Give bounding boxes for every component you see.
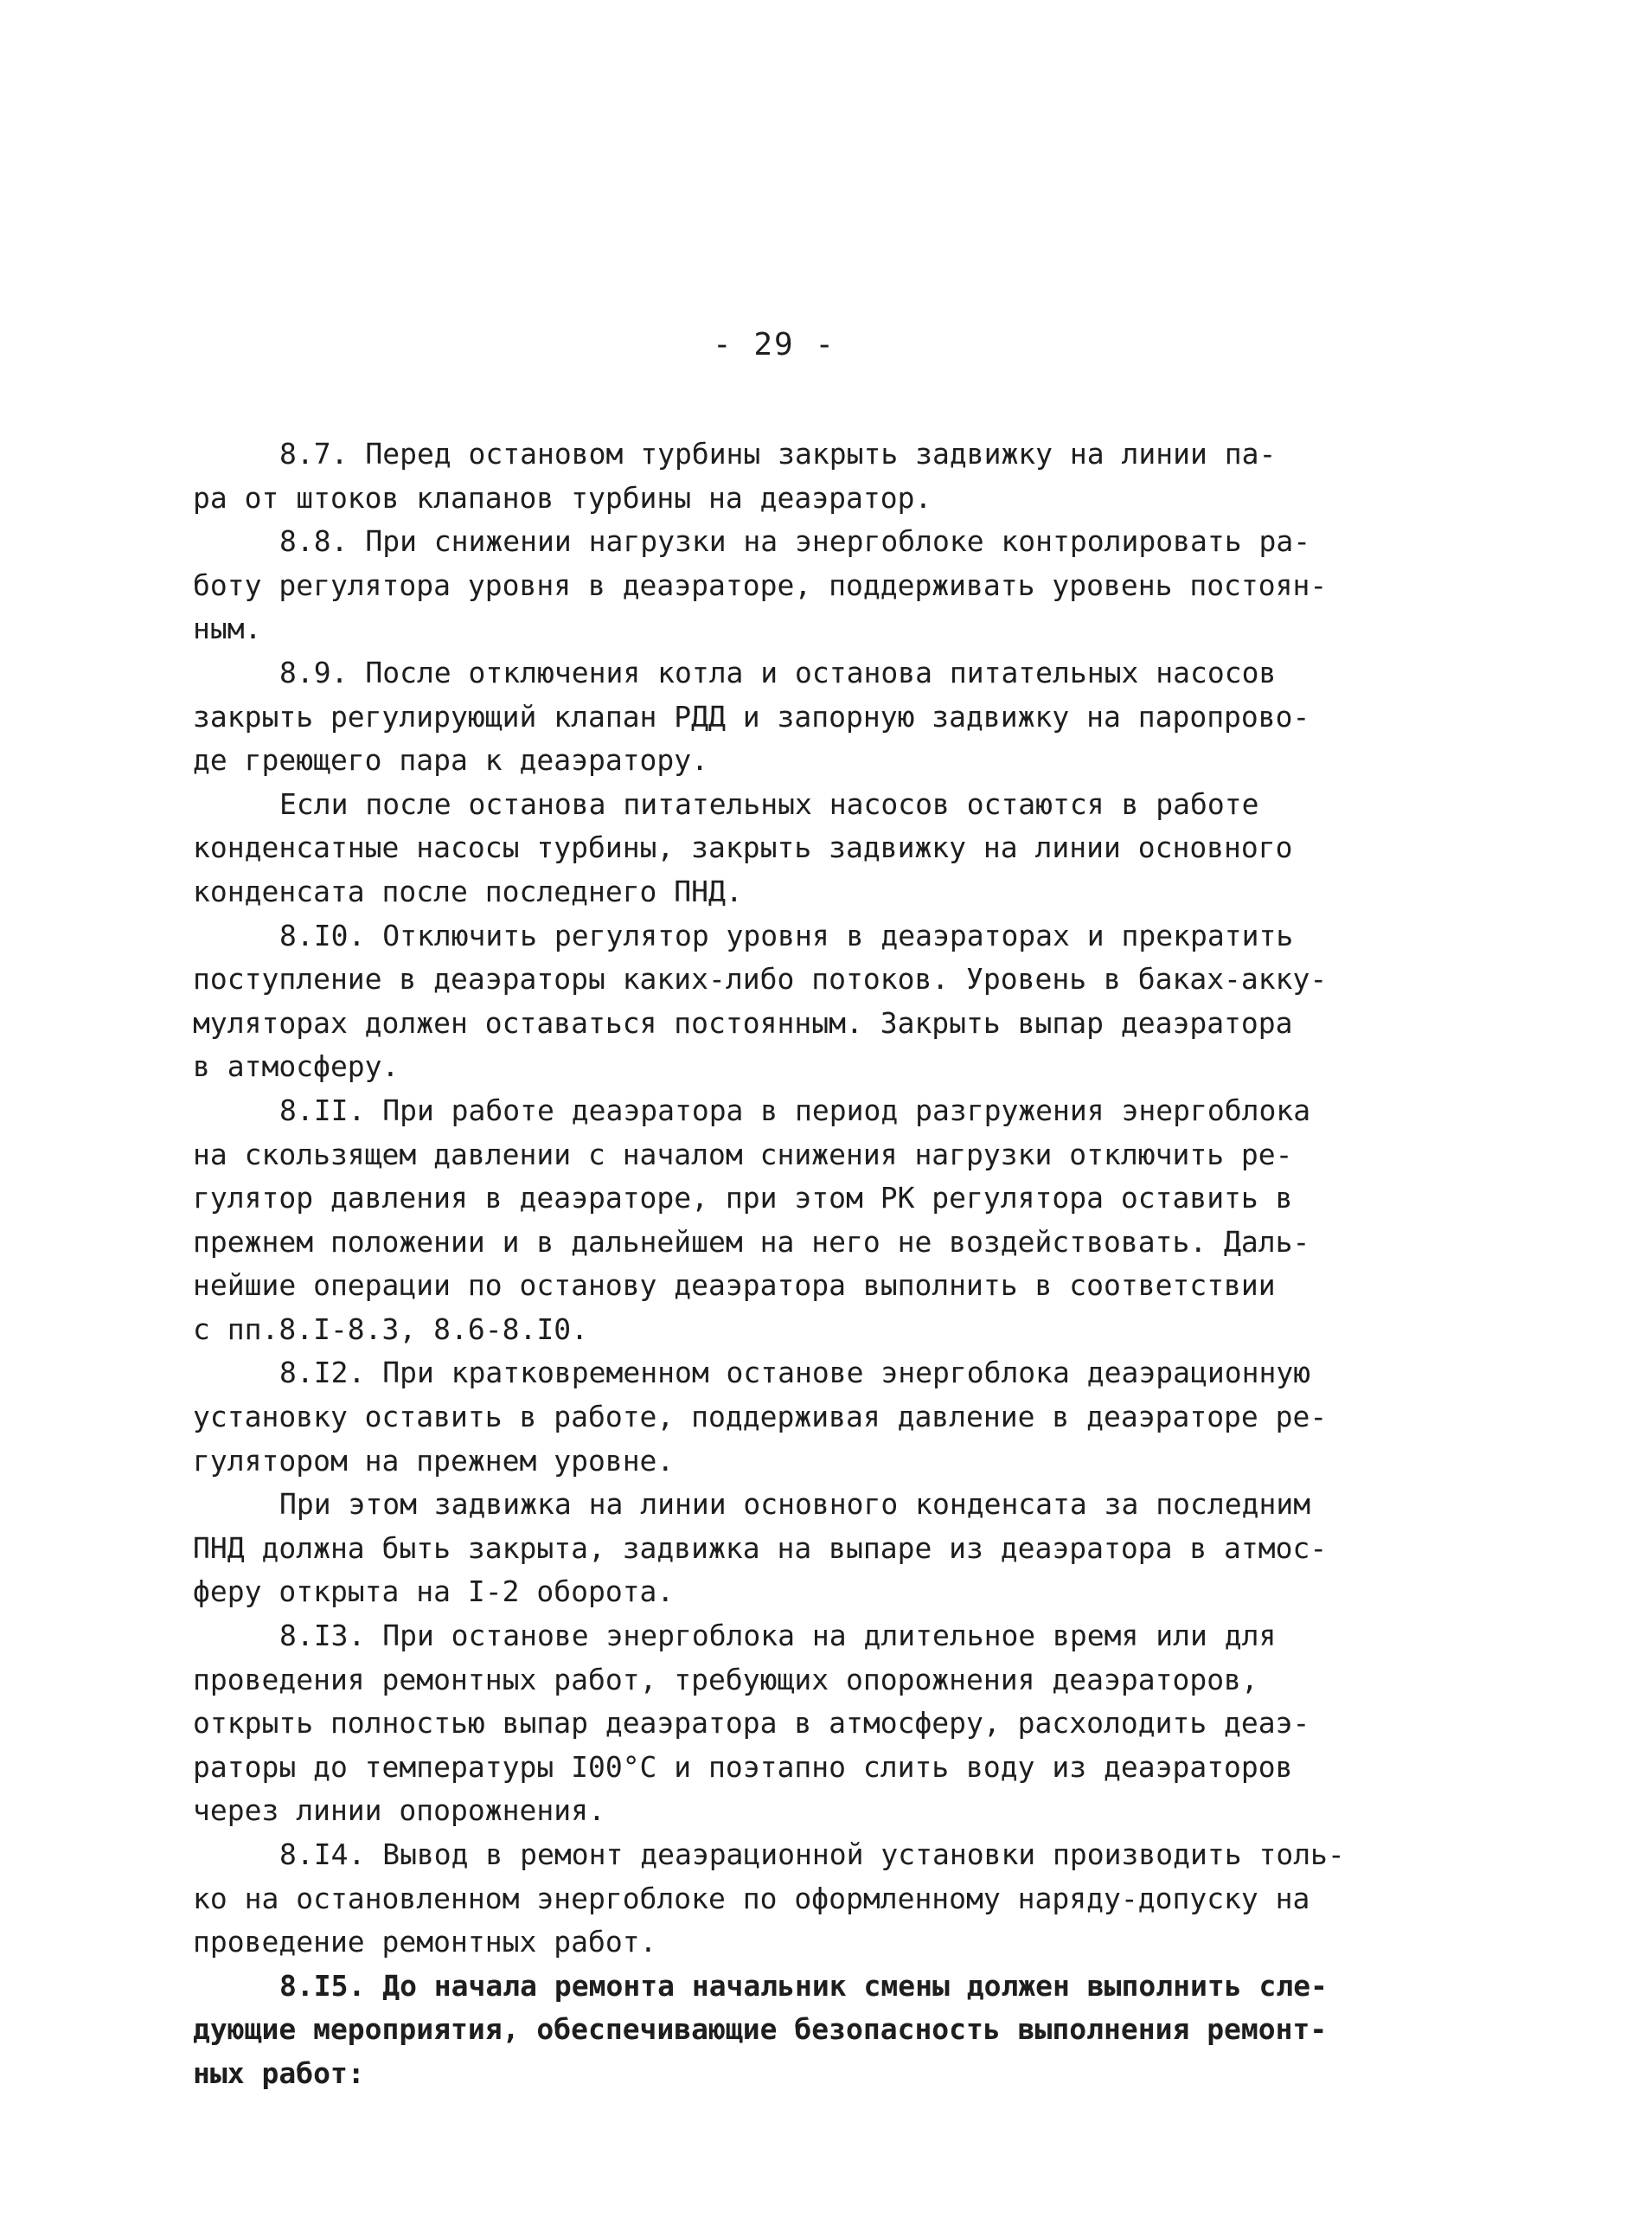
text-line: феру открыта на I-2 оборота. [193, 1574, 675, 1609]
paragraph-8-12 [193, 1351, 1404, 1483]
document-body [193, 433, 1404, 2096]
paragraph-8-14 [193, 1833, 1404, 1965]
paragraph-8-8 [193, 520, 1404, 651]
text-line: дующие мероприятия, обеспечивающие безопасность выполнения ремонт- [193, 2012, 1328, 2047]
text-line: 8.9. После отключения котла и останова питательных насосов [279, 655, 1277, 689]
text-line: При этом задвижка на линии основного конденсата за последним [279, 1487, 1311, 1522]
text-line: 8.7. Перед остановом турбины закрыть задвижку на линии па- [279, 437, 1277, 471]
text-line: нейшие операции по останову деаэратора выполнить в соответствии [193, 1268, 1276, 1303]
text-line: боту регулятора уровня в деаэраторе, поддерживать уровень постоян- [193, 567, 1328, 602]
text-line: ра от штоков клапанов турбины на деаэратор. [193, 480, 932, 515]
text-line: муляторах должен оставаться постоянным. Закрыть выпар деаэратора [193, 1005, 1293, 1040]
text-line: прежнем положении и в дальнейшем на него не воздействовать. Даль- [193, 1224, 1310, 1259]
text-line: через линии опорожнения. [193, 1793, 605, 1828]
text-line: 8.I3. При останове энергоблока на длительное время или для [279, 1619, 1277, 1653]
text-line: ным. [193, 612, 262, 646]
text-line: гулятором на прежнем уровне. [193, 1443, 675, 1478]
text-line: проведение ремонтных работ. [193, 1925, 657, 1959]
text-line: закрыть регулирующий клапан РДД и запорную задвижку на паропрово- [193, 699, 1310, 734]
text-line: 8.II. При работе деаэратора в период разгружения энергоблока [279, 1093, 1311, 1127]
text-line: в атмосферу. [193, 1049, 400, 1084]
text-line: 8.8. При снижении нагрузки на энергоблоке контролировать ра- [279, 524, 1311, 559]
text-line: установку оставить в работе, поддерживая давление в деаэраторе ре- [193, 1400, 1328, 1434]
text-line: Если после останова питательных насосов остаются в работе [279, 786, 1259, 821]
text-line: конденсата после последнего ПНД. [193, 874, 743, 908]
text-line: 8.I0. Отключить регулятор уровня в деаэраторах и прекратить [279, 918, 1294, 952]
text-line: де греющего пара к деаэратору. [193, 743, 709, 778]
paragraph-8-15 [193, 1965, 1404, 2096]
text-line: раторы до температуры I00°С и поэтапно слить воду из деаэраторов [193, 1749, 1293, 1784]
text-line: с пп.8.I-8.3, 8.6-8.I0. [193, 1311, 588, 1346]
text-line: открыть полностью выпар деаэратора в атмосферу, расхолодить деаэ- [193, 1706, 1310, 1741]
paragraph-8-9 [193, 651, 1404, 783]
paragraph-8-11 [193, 1089, 1404, 1352]
paragraph-8-7 [193, 433, 1404, 520]
text-line: 8.I2. При кратковременном останове энергоблока деаэрационную [279, 1356, 1311, 1390]
text-line: проведения ремонтных работ, требующих опорожнения деаэраторов, [193, 1662, 1258, 1696]
paragraph-8-9-continuation [193, 783, 1404, 914]
text-line: конденсатные насосы турбины, закрыть задвижку на линии основного [193, 830, 1293, 865]
text-line: гулятор давления в деаэраторе, при этом РК регулятора оставить в [193, 1181, 1293, 1215]
paragraph-8-13 [193, 1614, 1404, 1833]
page-number: - 29 - [712, 327, 836, 362]
paragraph-8-10 [193, 914, 1404, 1089]
text-line: ПНД должна быть закрыта, задвижка на выпаре из деаэратора в атмос- [193, 1530, 1328, 1565]
text-line: ко на остановленном энергоблоке по оформленному наряду-допуску на [193, 1881, 1310, 1915]
text-line: поступление в деаэраторы каких-либо потоков. Уровень в баках-акку- [193, 962, 1328, 997]
text-line: ных работ: [193, 2055, 365, 2090]
text-line: 8.I4. Вывод в ремонт деаэрационной установки производить толь- [279, 1837, 1345, 1871]
text-line: на скользящем давлении с началом снижения нагрузки отключить ре- [193, 1137, 1293, 1171]
paragraph-8-12-continuation [193, 1483, 1404, 1614]
text-line: 8.I5. До начала ремонта начальник смены должен выполнить сле- [279, 1968, 1328, 2003]
